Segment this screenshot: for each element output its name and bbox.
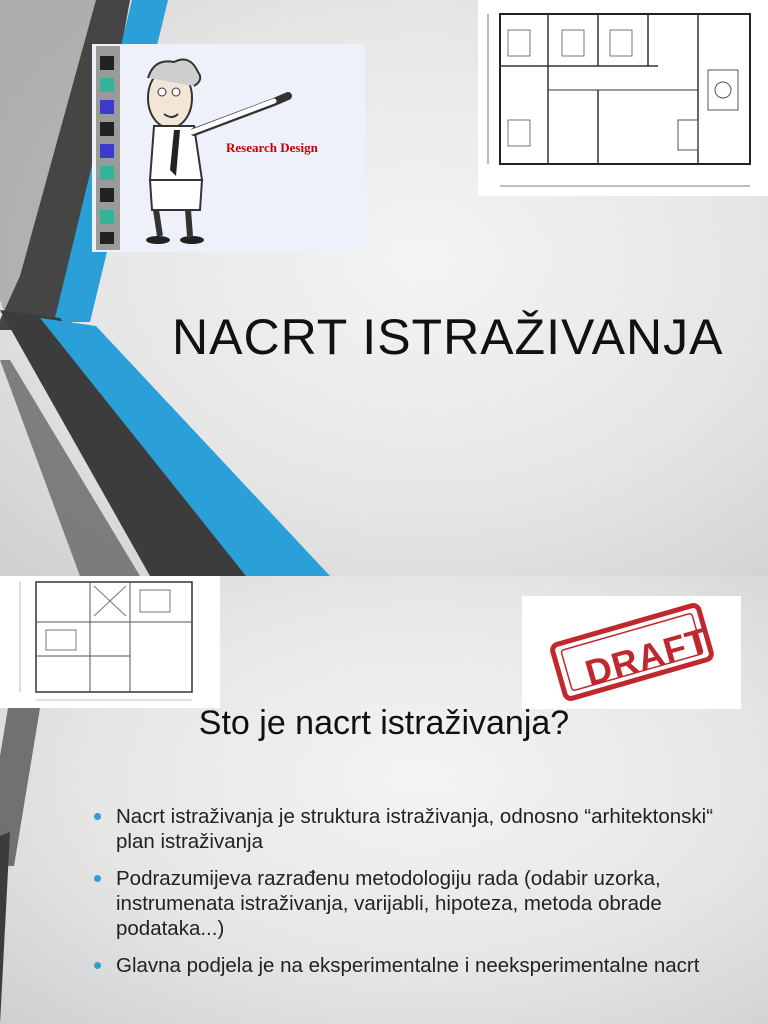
content-slide <box>0 576 768 1024</box>
floor-plan-image <box>478 0 768 196</box>
bullet-icon <box>94 875 101 882</box>
draft-stamp-text: DRAFT <box>580 619 715 694</box>
floor-plan-drawing-icon <box>0 576 220 708</box>
list-item: Nacrt istraživanja je struktura istraživanja, odnosno “arhitektonski“ plan istraživanja <box>94 804 734 854</box>
draft-stamp-image <box>522 596 741 709</box>
bullet-icon <box>94 813 101 820</box>
research-design-label: Research Design <box>226 140 318 155</box>
floor-plan-drawing-icon <box>478 0 768 196</box>
bullet-icon <box>94 962 101 969</box>
floor-plan-image <box>0 576 220 708</box>
slide-title: NACRT ISTRAŽIVANJA <box>172 309 724 365</box>
research-design-clipart <box>92 44 365 252</box>
list-item: Podrazumijeva razrađenu metodologiju rada (odabir uzorka, instrumenata istraživanja, varijabli, hipoteza, metoda obrade podataka...) <box>94 866 734 941</box>
slide-title: Sto je nacrt istraživanja? <box>198 704 570 742</box>
bullet-list <box>94 804 734 990</box>
list-item: Glavna podjela je na eksperimentalne i neeksperimentalne nacrt <box>94 953 734 978</box>
